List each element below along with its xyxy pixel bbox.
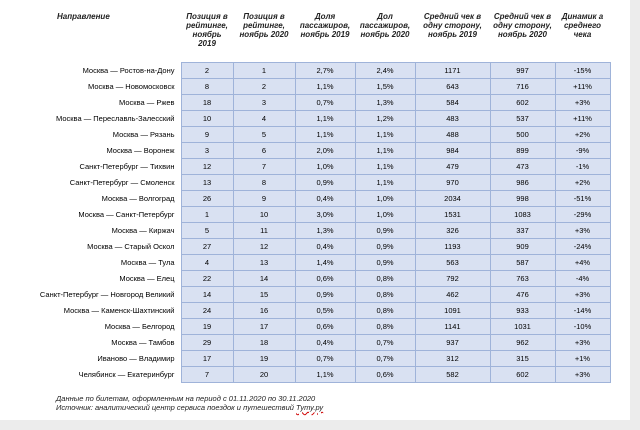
header-check-2019: Средний чек в одну сторону, ноябрь 2019 <box>423 12 482 39</box>
value-cell-dyn[interactable]: +1% <box>555 351 610 367</box>
table-row <box>3 287 610 303</box>
value-cell-dyn[interactable]: +3% <box>555 367 610 383</box>
header-check-2020: Средний чек в одну сторону, ноябрь 2020 <box>493 12 552 39</box>
route-cell[interactable]: Москва — Новомосковск <box>88 82 175 91</box>
value-cell-p19[interactable]: 1 <box>181 207 233 223</box>
value-cell-p19[interactable]: 7 <box>181 367 233 383</box>
value-cell-c19[interactable]: 2034 <box>415 191 490 207</box>
value-cell-c19[interactable]: 312 <box>415 351 490 367</box>
value-cell-dyn[interactable]: -29% <box>555 207 610 223</box>
route-cell[interactable]: Санкт-Петербург — Смоленск <box>69 178 175 187</box>
value-cell-c20[interactable]: 962 <box>490 335 555 351</box>
value-cell-s19[interactable]: 1,0% <box>295 159 355 175</box>
route-cell[interactable]: Москва — Волгоград <box>101 194 175 203</box>
value-cell-dyn[interactable]: +11% <box>555 111 610 127</box>
value-cell-c20[interactable]: 537 <box>490 111 555 127</box>
value-cell-c19[interactable]: 1171 <box>415 63 490 79</box>
value-cell-c20[interactable]: 473 <box>490 159 555 175</box>
value-cell-c20[interactable]: 909 <box>490 239 555 255</box>
value-cell-s20[interactable]: 1,3% <box>355 95 415 111</box>
value-cell-c19[interactable]: 970 <box>415 175 490 191</box>
route-cell[interactable]: Москва — Рязань <box>112 130 175 139</box>
value-cell-s19[interactable]: 1,4% <box>295 255 355 271</box>
value-cell-dyn[interactable]: -9% <box>555 143 610 159</box>
value-cell-s20[interactable]: 1,0% <box>355 207 415 223</box>
value-cell-c19[interactable]: 1193 <box>415 239 490 255</box>
value-cell-c20[interactable]: 1083 <box>490 207 555 223</box>
value-cell-p20[interactable]: 17 <box>233 319 295 335</box>
header-share-2019: Доля пассажиров, ноябрь 2019 <box>299 12 351 39</box>
value-cell-p19[interactable]: 3 <box>181 143 233 159</box>
value-cell-s19[interactable]: 1,1% <box>295 111 355 127</box>
value-cell-c19[interactable]: 1091 <box>415 303 490 319</box>
value-cell-dyn[interactable]: -14% <box>555 303 610 319</box>
value-cell-p20[interactable]: 10 <box>233 207 295 223</box>
value-cell-p19[interactable]: 2 <box>181 63 233 79</box>
route-cell[interactable]: Санкт-Петербург — Тихвин <box>79 162 175 171</box>
value-cell-p20[interactable]: 11 <box>233 223 295 239</box>
value-cell-p20[interactable]: 5 <box>233 127 295 143</box>
value-cell-p20[interactable]: 13 <box>233 255 295 271</box>
value-cell-c19[interactable]: 462 <box>415 287 490 303</box>
route-cell[interactable]: Санкт-Петербург — Новгород Великий <box>39 290 175 299</box>
value-cell-p20[interactable]: 1 <box>233 63 295 79</box>
value-cell-s20[interactable]: 0,8% <box>355 271 415 287</box>
value-cell-dyn[interactable]: -24% <box>555 239 610 255</box>
value-cell-p20[interactable]: 9 <box>233 191 295 207</box>
value-cell-s20[interactable]: 0,6% <box>355 367 415 383</box>
header-share-2020: Дол пассажиров, ноябрь 2020 <box>359 12 411 39</box>
value-cell-p20[interactable]: 12 <box>233 239 295 255</box>
value-cell-dyn[interactable]: +4% <box>555 255 610 271</box>
value-cell-s19[interactable]: 1,1% <box>295 127 355 143</box>
header-row <box>3 10 610 63</box>
value-cell-p19[interactable]: 27 <box>181 239 233 255</box>
value-cell-s20[interactable]: 0,9% <box>355 223 415 239</box>
value-cell-p20[interactable]: 14 <box>233 271 295 287</box>
value-cell-s19[interactable]: 1,1% <box>295 79 355 95</box>
value-cell-p20[interactable]: 4 <box>233 111 295 127</box>
route-cell[interactable]: Москва — Елец <box>119 274 175 283</box>
value-cell-c20[interactable]: 899 <box>490 143 555 159</box>
header-pos-2020: Позиция в рейтинге, ноябрь 2020 <box>239 12 289 39</box>
table-row <box>3 159 610 175</box>
value-cell-dyn[interactable]: +2% <box>555 127 610 143</box>
value-cell-dyn[interactable]: -10% <box>555 319 610 335</box>
value-cell-dyn[interactable]: +3% <box>555 223 610 239</box>
value-cell-dyn[interactable]: +11% <box>555 79 610 95</box>
value-cell-s19[interactable]: 2,7% <box>295 63 355 79</box>
footnote-period: Данные по билетам, оформленным на период с 01.11.2020 по 30.11.2020 <box>56 394 316 403</box>
value-cell-s20[interactable]: 0,8% <box>355 319 415 335</box>
table-row <box>3 143 610 159</box>
value-cell-dyn[interactable]: +3% <box>555 287 610 303</box>
table-row <box>3 111 610 127</box>
value-cell-dyn[interactable]: +2% <box>555 175 610 191</box>
value-cell-c19[interactable]: 479 <box>415 159 490 175</box>
value-cell-p20[interactable]: 6 <box>233 143 295 159</box>
value-cell-p19[interactable]: 8 <box>181 79 233 95</box>
table-row <box>3 191 610 207</box>
value-cell-p19[interactable]: 22 <box>181 271 233 287</box>
value-cell-dyn[interactable]: +3% <box>555 335 610 351</box>
value-cell-s20[interactable]: 0,7% <box>355 351 415 367</box>
value-cell-c20[interactable]: 1031 <box>490 319 555 335</box>
value-cell-p19[interactable]: 26 <box>181 191 233 207</box>
footnote-brand: Туту.ру <box>296 403 324 412</box>
value-cell-dyn[interactable]: -51% <box>555 191 610 207</box>
value-cell-c20[interactable]: 986 <box>490 175 555 191</box>
value-cell-p19[interactable]: 12 <box>181 159 233 175</box>
value-cell-dyn[interactable]: -4% <box>555 271 610 287</box>
table-row <box>3 271 610 287</box>
value-cell-c20[interactable]: 337 <box>490 223 555 239</box>
value-cell-p19[interactable]: 29 <box>181 335 233 351</box>
value-cell-s20[interactable]: 1,5% <box>355 79 415 95</box>
route-cell[interactable]: Челябинск — Екатеринбург <box>78 370 175 379</box>
window-edge-right <box>630 0 640 430</box>
value-cell-p19[interactable]: 9 <box>181 127 233 143</box>
value-cell-s20[interactable]: 1,1% <box>355 159 415 175</box>
value-cell-p20[interactable]: 18 <box>233 335 295 351</box>
value-cell-s19[interactable]: 0,6% <box>295 319 355 335</box>
value-cell-s19[interactable]: 0,4% <box>295 239 355 255</box>
value-cell-p19[interactable]: 5 <box>181 223 233 239</box>
window-edge-bottom <box>0 420 640 430</box>
header-direction: Направление <box>57 12 110 21</box>
value-cell-p20[interactable]: 16 <box>233 303 295 319</box>
value-cell-c19[interactable]: 792 <box>415 271 490 287</box>
table-row <box>3 175 610 191</box>
value-cell-dyn[interactable]: -15% <box>555 63 610 79</box>
value-cell-c19[interactable]: 984 <box>415 143 490 159</box>
table-row <box>3 239 610 255</box>
value-cell-s20[interactable]: 1,1% <box>355 175 415 191</box>
table-row <box>3 207 610 223</box>
value-cell-s19[interactable]: 0,7% <box>295 95 355 111</box>
table-row <box>3 303 610 319</box>
value-cell-c20[interactable]: 998 <box>490 191 555 207</box>
table-row <box>3 255 610 271</box>
route-cell[interactable]: Москва — Тамбов <box>111 338 175 347</box>
value-cell-p20[interactable]: 7 <box>233 159 295 175</box>
value-cell-s19[interactable]: 0,6% <box>295 271 355 287</box>
value-cell-p19[interactable]: 4 <box>181 255 233 271</box>
value-cell-s20[interactable]: 1,1% <box>355 127 415 143</box>
value-cell-c20[interactable]: 587 <box>490 255 555 271</box>
value-cell-c19[interactable]: 483 <box>415 111 490 127</box>
value-cell-s19[interactable]: 1,3% <box>295 223 355 239</box>
value-cell-s20[interactable]: 1,0% <box>355 191 415 207</box>
value-cell-dyn[interactable]: -1% <box>555 159 610 175</box>
value-cell-c19[interactable]: 563 <box>415 255 490 271</box>
value-cell-c20[interactable]: 602 <box>490 367 555 383</box>
table-body <box>3 63 610 383</box>
value-cell-c19[interactable]: 326 <box>415 223 490 239</box>
value-cell-p19[interactable]: 19 <box>181 319 233 335</box>
footnote-source <box>56 403 323 412</box>
value-cell-p19[interactable]: 17 <box>181 351 233 367</box>
value-cell-s20[interactable]: 0,9% <box>355 255 415 271</box>
value-cell-c20[interactable]: 602 <box>490 95 555 111</box>
value-cell-c19[interactable]: 582 <box>415 367 490 383</box>
value-cell-p19[interactable]: 13 <box>181 175 233 191</box>
value-cell-dyn[interactable]: +3% <box>555 95 610 111</box>
value-cell-s19[interactable]: 0,7% <box>295 351 355 367</box>
value-cell-c20[interactable]: 476 <box>490 287 555 303</box>
value-cell-s19[interactable]: 1,1% <box>295 367 355 383</box>
value-cell-p19[interactable]: 10 <box>181 111 233 127</box>
table-row <box>3 319 610 335</box>
value-cell-c19[interactable]: 584 <box>415 95 490 111</box>
value-cell-p19[interactable]: 18 <box>181 95 233 111</box>
value-cell-c20[interactable]: 716 <box>490 79 555 95</box>
route-cell[interactable]: Москва — Каменск-Шахтинский <box>63 306 175 315</box>
table-row <box>3 367 610 383</box>
value-cell-s20[interactable]: 0,8% <box>355 287 415 303</box>
footnote-source-text: Источник: аналитический центр сервиса поездок и путешествий <box>56 403 297 412</box>
value-cell-s19[interactable]: 2,0% <box>295 143 355 159</box>
header-dynamics: Динамик а среднего чека <box>561 12 604 39</box>
value-cell-c20[interactable]: 500 <box>490 127 555 143</box>
value-cell-p20[interactable]: 19 <box>233 351 295 367</box>
value-cell-s19[interactable]: 0,9% <box>295 287 355 303</box>
table-row <box>3 95 610 111</box>
value-cell-p20[interactable]: 20 <box>233 367 295 383</box>
value-cell-s20[interactable]: 2,4% <box>355 63 415 79</box>
table-row <box>3 127 610 143</box>
route-cell[interactable]: Москва — Ростов-на-Дону <box>82 66 175 75</box>
route-cell[interactable]: Москва — Санкт-Петербург <box>78 210 175 219</box>
footnotes <box>56 394 323 412</box>
value-cell-p19[interactable]: 14 <box>181 287 233 303</box>
value-cell-s19[interactable]: 3,0% <box>295 207 355 223</box>
value-cell-c19[interactable]: 488 <box>415 127 490 143</box>
value-cell-s19[interactable]: 0,4% <box>295 191 355 207</box>
table-row <box>3 335 610 351</box>
route-cell[interactable]: Москва — Тула <box>120 258 175 267</box>
value-cell-s20[interactable]: 1,2% <box>355 111 415 127</box>
value-cell-p19[interactable]: 24 <box>181 303 233 319</box>
value-cell-c19[interactable]: 1141 <box>415 319 490 335</box>
value-cell-c20[interactable]: 315 <box>490 351 555 367</box>
value-cell-s20[interactable]: 0,9% <box>355 239 415 255</box>
value-cell-p20[interactable]: 2 <box>233 79 295 95</box>
route-cell[interactable]: Москва — Киржач <box>111 226 175 235</box>
value-cell-s19[interactable]: 0,5% <box>295 303 355 319</box>
value-cell-p20[interactable]: 8 <box>233 175 295 191</box>
table-row <box>3 63 610 79</box>
route-cell[interactable]: Москва — Ржев <box>119 98 175 107</box>
value-cell-c19[interactable]: 1531 <box>415 207 490 223</box>
value-cell-s19[interactable]: 0,4% <box>295 335 355 351</box>
table-row <box>3 79 610 95</box>
route-cell[interactable]: Иваново — Владимир <box>97 354 175 363</box>
value-cell-c19[interactable]: 937 <box>415 335 490 351</box>
header-pos-2019: Позиция в рейтинге, ноябрь 2019 <box>186 12 228 48</box>
value-cell-c19[interactable]: 643 <box>415 79 490 95</box>
route-cell[interactable]: Москва — Белгород <box>104 322 175 331</box>
route-cell[interactable]: Москва — Воронеж <box>106 146 175 155</box>
route-cell[interactable]: Москва — Переславль-Залесский <box>56 114 175 123</box>
value-cell-s20[interactable]: 0,7% <box>355 335 415 351</box>
value-cell-c20[interactable]: 997 <box>490 63 555 79</box>
table-row <box>3 351 610 367</box>
table-row <box>3 223 610 239</box>
value-cell-s19[interactable]: 0,9% <box>295 175 355 191</box>
route-cell[interactable]: Москва — Старый Оскол <box>87 242 175 251</box>
ranking-table <box>3 10 611 383</box>
value-cell-c20[interactable]: 763 <box>490 271 555 287</box>
value-cell-s20[interactable]: 0,8% <box>355 303 415 319</box>
value-cell-p20[interactable]: 15 <box>233 287 295 303</box>
value-cell-s20[interactable]: 1,1% <box>355 143 415 159</box>
value-cell-c20[interactable]: 933 <box>490 303 555 319</box>
value-cell-p20[interactable]: 3 <box>233 95 295 111</box>
